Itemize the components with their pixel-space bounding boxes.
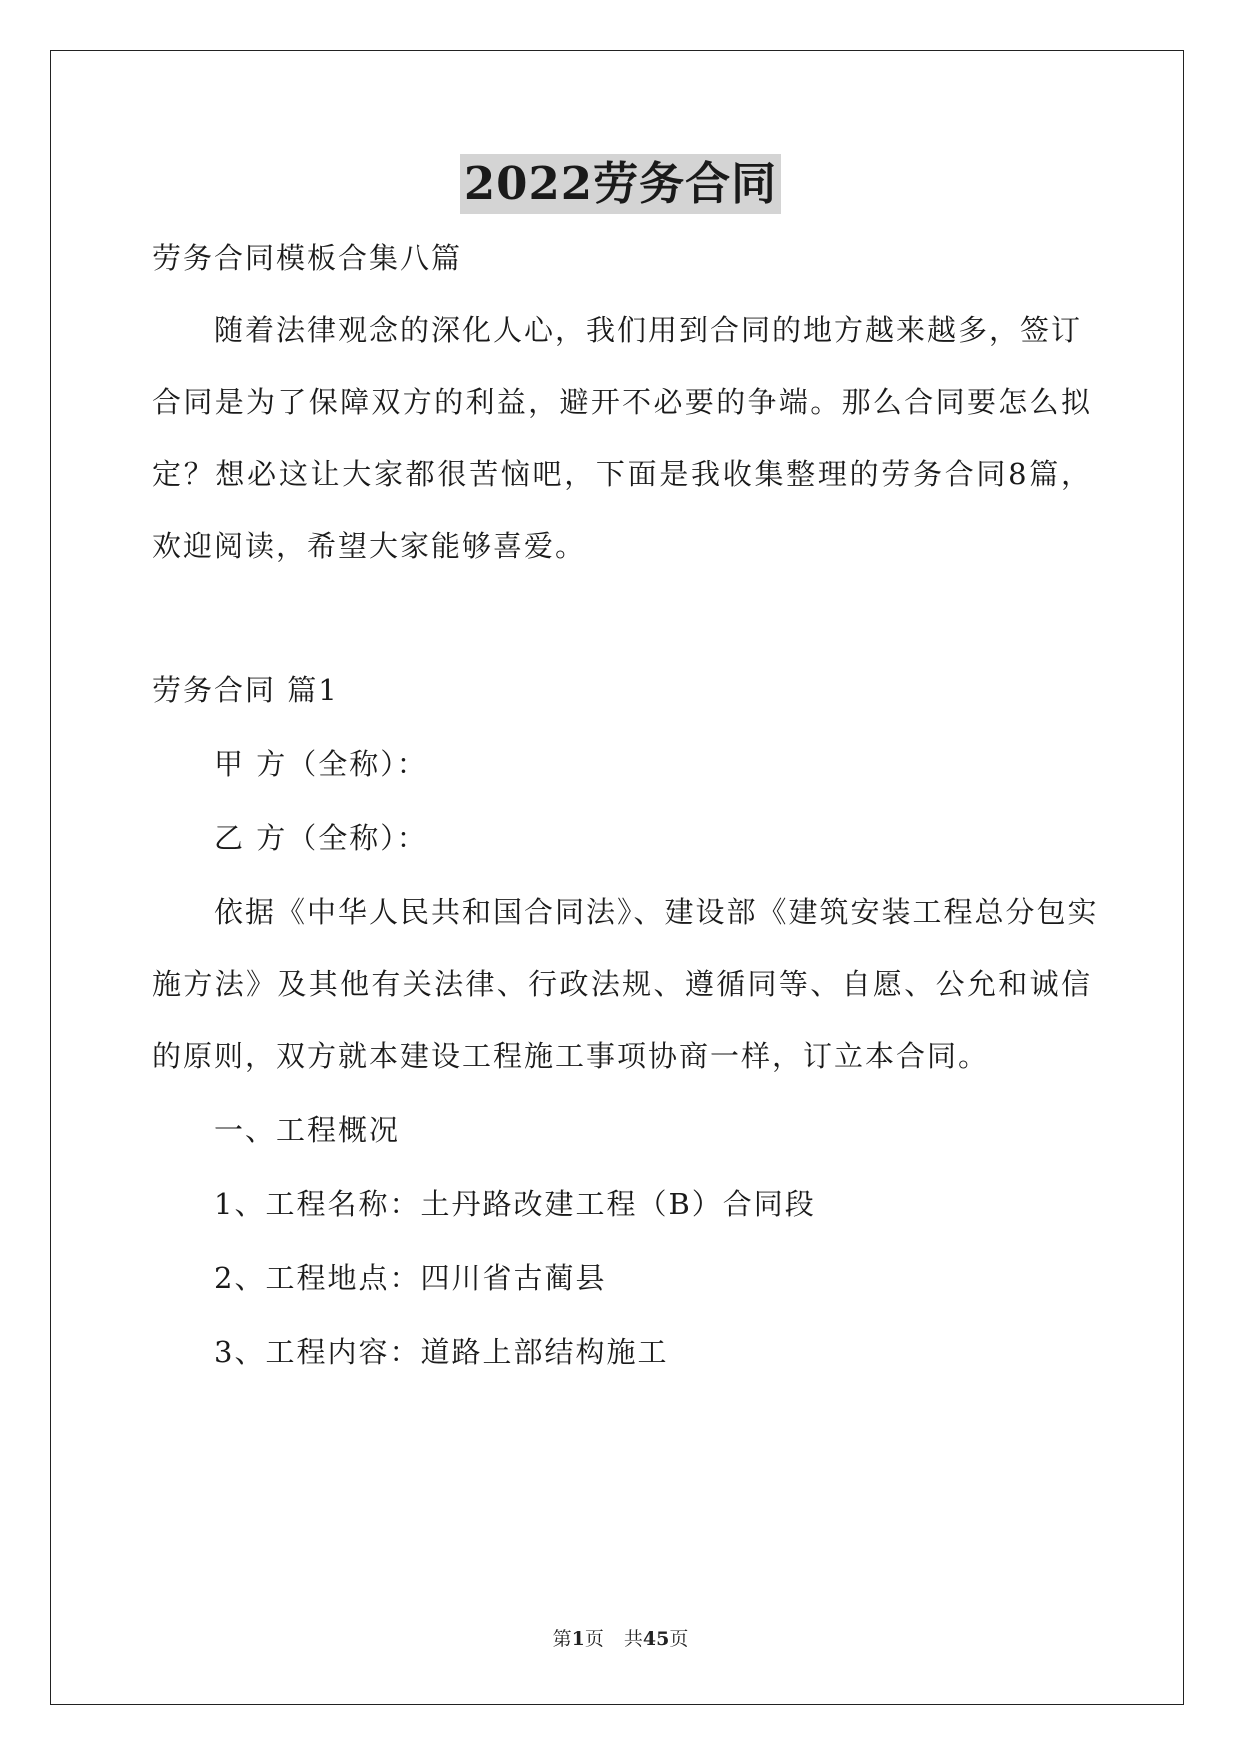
intro-line: 欢迎阅读，希望大家能够喜爱。 [152, 529, 587, 563]
basis-line: 依据《中华人民共和国合同法》、建设部《建筑安装工程总分包实 [214, 895, 1099, 929]
page-border [50, 50, 1184, 1705]
page-number: 1 [571, 1628, 585, 1650]
party-a-label: 甲 方（全称）： [214, 747, 428, 781]
list-item: 1、工程名称：土丹路改建工程（B）合同段 [214, 1187, 816, 1221]
total-suffix: 页 [669, 1628, 689, 1650]
page-suffix: 页 [584, 1628, 604, 1650]
page-footer [0, 1627, 1241, 1651]
intro-line: 合同是为了保障双方的利益，避开不必要的争端。那么合同要怎么拟 [152, 385, 1090, 419]
list-item: 3、工程内容：道路上部结构施工 [214, 1335, 669, 1369]
document-subtitle: 劳务合同模板合集八篇 [152, 241, 463, 275]
document-title-text: 2022劳务合同 [460, 154, 781, 214]
list-item: 2、工程地点：四川省古蔺县 [214, 1261, 607, 1295]
basis-line: 施方法》及其他有关法律、行政法规、遵循同等、自愿、公允和诚信 [152, 967, 1090, 1001]
document-title [0, 154, 1241, 214]
intro-line: 定？想必这让大家都很苦恼吧，下面是我收集整理的劳务合同8篇， [152, 457, 1090, 491]
page-prefix: 第 [552, 1628, 572, 1650]
party-b-label: 乙 方（全称）： [214, 821, 428, 855]
basis-line: 的原则，双方就本建设工程施工事项协商一样，订立本合同。 [152, 1039, 990, 1073]
total-pages: 45 [642, 1628, 670, 1650]
total-prefix: 共 [623, 1628, 643, 1650]
section-heading: 劳务合同 篇1 [152, 673, 339, 707]
intro-line: 随着法律观念的深化人心，我们用到合同的地方越来越多，签订 [214, 313, 1083, 347]
article-heading: 一、工程概况 [214, 1113, 401, 1147]
